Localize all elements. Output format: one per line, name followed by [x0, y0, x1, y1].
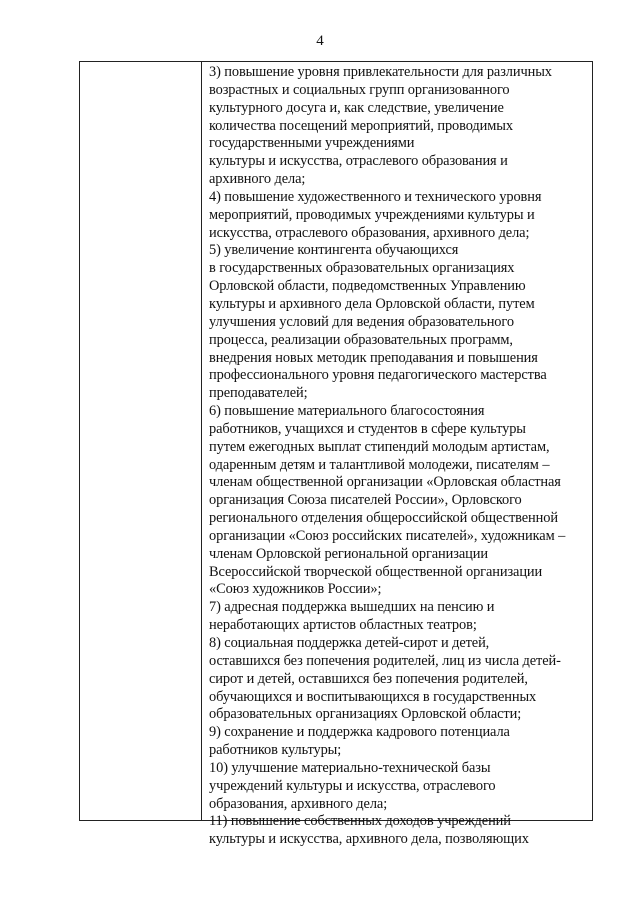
- text-line: культуры и искусства, архивного дела, позволяющих: [209, 831, 529, 848]
- text-line: в государственных образовательных организациях: [209, 260, 515, 277]
- text-line: 3) повышение уровня привлекательности для различных: [209, 64, 552, 80]
- table-left-cell: [80, 62, 202, 820]
- text-line: 8) социальная поддержка детей-сирот и детей,: [209, 635, 490, 651]
- text-line: организации «Союз российских писателей», художникам –: [209, 527, 566, 544]
- text-line: путем ежегодных выплат стипендий молодым артистам,: [209, 438, 550, 455]
- text-line: сирот и детей, оставшихся без попечения родителей,: [209, 670, 528, 687]
- text-line: 4) повышение художественного и технического уровня: [209, 188, 542, 205]
- page-number: 4: [316, 33, 324, 49]
- text-line: 5) увеличение контингента обучающихся: [209, 242, 459, 259]
- text-line: возрастных и социальных групп организованного: [209, 81, 510, 98]
- text-line: неработающих артистов областных театров;: [209, 617, 477, 634]
- text-line: 10) улучшение материально-технической базы: [209, 759, 491, 776]
- text-line: культуры и искусства, отраслевого образования и: [209, 153, 508, 170]
- text-line: членам общественной организации «Орловская областная: [209, 474, 561, 491]
- text-line: мероприятий, проводимых учреждениями культуры и: [209, 206, 535, 223]
- text-line: одаренным детям и талантливой молодежи, писателям –: [209, 456, 550, 473]
- text-line: искусства, отраслевого образования, архивного дела;: [209, 224, 530, 241]
- text-line: «Союз художников России»;: [209, 581, 382, 598]
- text-line: процесса, реализации образовательных программ,: [209, 331, 513, 348]
- text-line: Всероссийской творческой общественной организации: [209, 563, 543, 580]
- text-line: учреждений культуры и искусства, отраслевого: [209, 777, 496, 794]
- text-line: профессионального уровня педагогического мастерства: [209, 367, 547, 384]
- text-line: образования, архивного дела;: [209, 795, 388, 812]
- text-line: 11) повышение собственных доходов учреждений: [209, 813, 511, 830]
- text-line: организация Союза писателей России», Орловского: [209, 492, 522, 509]
- text-line: Орловской области, подведомственных Управлению: [209, 278, 526, 295]
- text-line: обучающихся и воспитывающихся в государственных: [209, 688, 537, 705]
- text-line: 6) повышение материального благосостояния: [209, 403, 485, 420]
- text-line: членам Орловской региональной организации: [209, 545, 488, 562]
- text-line: внедрения новых методик преподавания и повышения: [209, 349, 538, 366]
- text-line: культурного досуга и, как следствие, увеличение: [209, 99, 504, 116]
- text-line: работников культуры;: [209, 742, 342, 759]
- text-line: улучшения условий для ведения образовательного: [209, 313, 514, 330]
- text-line: преподавателей;: [209, 385, 308, 402]
- text-line: 9) сохранение и поддержка кадрового потенциала: [209, 724, 510, 741]
- text-line: работников, учащихся и студентов в сфере культуры: [209, 420, 526, 437]
- table-right-cell: [209, 64, 590, 849]
- text-line: архивного дела;: [209, 171, 306, 188]
- text-line: 7) адресная поддержка вышедших на пенсию и: [209, 599, 495, 616]
- text-line: государственными учреждениями: [209, 135, 415, 152]
- text-line: образовательных организациях Орловской области;: [209, 706, 522, 723]
- text-line: количества посещений мероприятий, проводимых: [209, 117, 513, 134]
- text-line: регионального отделения общероссийской общественной: [209, 510, 558, 527]
- document-table: [79, 61, 593, 848]
- text-line: оставшихся без попечения родителей, лиц из числа детей-: [209, 652, 561, 669]
- text-line: культуры и архивного дела Орловской области, путем: [209, 295, 535, 312]
